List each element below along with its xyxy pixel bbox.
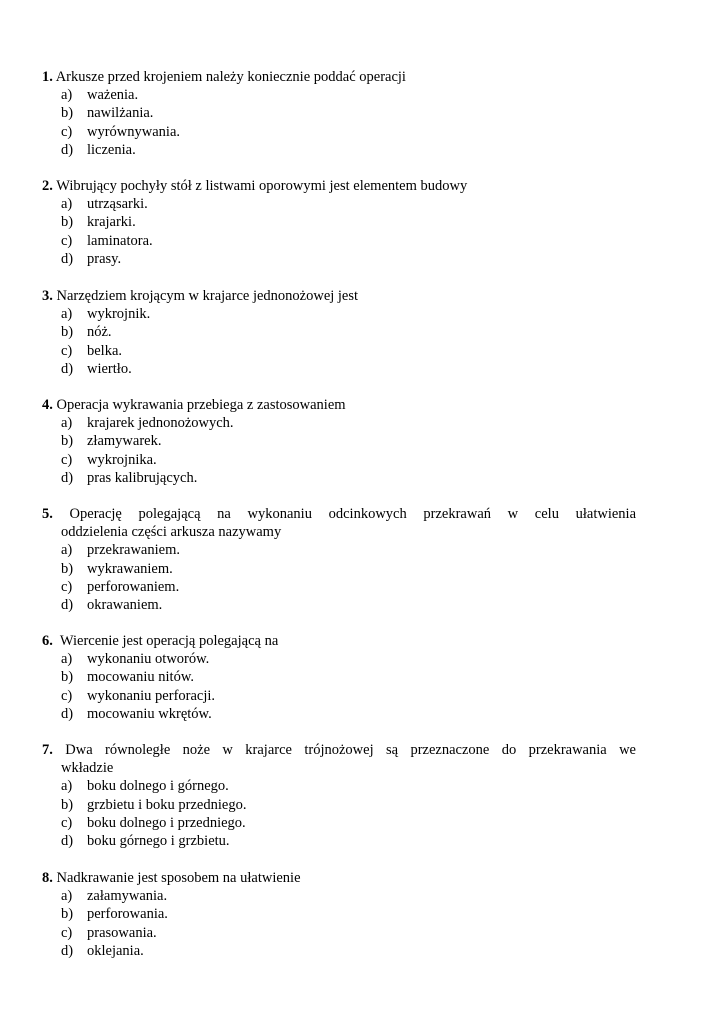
option-letter: b) [61, 669, 74, 686]
question-number: 5. [42, 506, 53, 522]
option-text: wyrównywania. [87, 123, 181, 140]
option-letter: d) [61, 141, 74, 158]
option-text: krajarki. [87, 214, 136, 231]
option-text: prasy. [87, 250, 122, 267]
option-letter: d) [61, 360, 74, 377]
option-text: złamywarek. [87, 433, 162, 450]
answer-option-d [42, 942, 636, 960]
question-text: Operację polegającą na wykonaniu odcinkowych przekrawań w celu ułatwienia [69, 506, 637, 522]
option-text: oklejania. [87, 942, 144, 959]
option-letter: c) [61, 578, 73, 595]
option-letter: d) [61, 833, 74, 850]
option-letter: a) [61, 778, 73, 795]
question-1 [42, 68, 636, 159]
option-text: wykonaniu otworów. [87, 651, 210, 668]
option-letter: c) [61, 232, 73, 249]
option-text: boku dolnego i górnego. [87, 778, 229, 795]
question-stem [42, 177, 636, 195]
option-letter: b) [61, 796, 74, 813]
option-letter: a) [61, 542, 73, 559]
option-letter: b) [61, 105, 74, 122]
option-text: nawilżania. [87, 105, 154, 122]
option-text: utrząsarki. [87, 196, 148, 213]
option-text: ważenia. [87, 87, 139, 104]
question-stem [42, 741, 636, 759]
question-stem [42, 869, 636, 887]
option-text: mocowaniu nitów. [87, 669, 194, 686]
answer-option-a [42, 86, 636, 104]
answer-option-a [42, 541, 636, 559]
question-5 [42, 505, 636, 614]
answer-option-b [42, 213, 636, 231]
question-number: 3. [42, 288, 53, 304]
answer-option-c [42, 814, 636, 832]
question-text: Narzędziem krojącym w krajarce jednonożowej jest [56, 288, 359, 304]
answer-option-d [42, 141, 636, 159]
question-text: Arkusze przed krojeniem należy koniecznie poddać operacji [55, 69, 406, 85]
option-text: załamywania. [87, 888, 168, 905]
option-text: boku górnego i grzbietu. [87, 833, 230, 850]
question-stem-continuation: wkładzie [61, 760, 114, 777]
question-text: Dwa równoległe noże w krajarce trójnożowej są przeznaczone do przekrawania we [65, 742, 636, 758]
answer-option-a [42, 650, 636, 668]
answer-option-c [42, 578, 636, 596]
question-8 [42, 869, 636, 960]
option-letter: c) [61, 924, 73, 941]
option-text: wykrojnik. [87, 306, 151, 323]
question-number: 4. [42, 397, 53, 413]
option-text: nóż. [87, 324, 112, 341]
question-stem [42, 68, 636, 86]
answer-option-d [42, 596, 636, 614]
option-text: boku dolnego i przedniego. [87, 814, 246, 831]
answer-option-d [42, 360, 636, 378]
option-letter: c) [61, 342, 73, 359]
option-letter: c) [61, 451, 73, 468]
option-letter: c) [61, 123, 73, 140]
answer-option-b [42, 560, 636, 578]
option-letter: d) [61, 469, 74, 486]
option-text: grzbietu i boku przedniego. [87, 796, 247, 813]
option-text: mocowaniu wkrętów. [87, 705, 212, 722]
question-3 [42, 287, 636, 378]
answer-option-b [42, 104, 636, 122]
question-number: 6. [42, 633, 53, 649]
answer-option-c [42, 451, 636, 469]
question-2 [42, 177, 636, 268]
answer-option-c [42, 924, 636, 942]
option-text: wykrawaniem. [87, 560, 173, 577]
option-text: wykrojnika. [87, 451, 157, 468]
option-letter: a) [61, 888, 73, 905]
answer-option-d [42, 250, 636, 268]
question-stem [42, 632, 636, 650]
option-text: okrawaniem. [87, 597, 163, 614]
option-text: krajarek jednonożowych. [87, 415, 234, 432]
answer-option-b [42, 668, 636, 686]
question-text: Wiercenie jest operacją polegającą na [59, 633, 279, 649]
answer-option-a [42, 414, 636, 432]
question-number: 7. [42, 742, 53, 758]
answer-option-c [42, 232, 636, 250]
option-letter: a) [61, 87, 73, 104]
option-text: laminatora. [87, 232, 153, 249]
option-text: wiertło. [87, 360, 132, 377]
answer-option-a [42, 305, 636, 323]
question-text: Operacja wykrawania przebiega z zastosowaniem [56, 397, 346, 413]
question-6 [42, 632, 636, 723]
option-text: pras kalibrujących. [87, 469, 198, 486]
question-4 [42, 396, 636, 487]
option-letter: b) [61, 906, 74, 923]
question-text: Wibrujący pochyły stół z listwami oporowymi jest elementem budowy [56, 178, 468, 194]
answer-option-b [42, 432, 636, 450]
question-stem [42, 396, 636, 414]
answer-option-b [42, 905, 636, 923]
question-stem-continuation: oddzielenia części arkusza nazywamy [61, 524, 282, 541]
answer-option-c [42, 687, 636, 705]
question-number: 8. [42, 870, 53, 886]
question-number: 2. [42, 178, 53, 194]
question-7 [42, 741, 636, 850]
answer-option-c [42, 123, 636, 141]
answer-option-b [42, 323, 636, 341]
option-text: perforowania. [87, 906, 168, 923]
option-letter: a) [61, 196, 73, 213]
option-text: wykonaniu perforacji. [87, 687, 216, 704]
option-letter: d) [61, 705, 74, 722]
option-text: perforowaniem. [87, 578, 180, 595]
answer-option-a [42, 887, 636, 905]
answer-option-d [42, 832, 636, 850]
option-letter: d) [61, 942, 74, 959]
option-letter: c) [61, 687, 73, 704]
question-text: Nadkrawanie jest sposobem na ułatwienie [56, 870, 301, 886]
answer-option-c [42, 342, 636, 360]
option-text: przekrawaniem. [87, 542, 180, 559]
option-letter: d) [61, 250, 74, 267]
option-letter: a) [61, 415, 73, 432]
option-letter: c) [61, 814, 73, 831]
option-text: prasowania. [87, 924, 157, 941]
option-letter: b) [61, 433, 74, 450]
option-text: liczenia. [87, 141, 136, 158]
answer-option-d [42, 469, 636, 487]
answer-option-a [42, 195, 636, 213]
option-text: belka. [87, 342, 123, 359]
option-letter: a) [61, 306, 73, 323]
question-stem [42, 505, 636, 523]
answer-option-d [42, 705, 636, 723]
option-letter: b) [61, 214, 74, 231]
option-letter: b) [61, 560, 74, 577]
question-number: 1. [42, 69, 53, 85]
answer-option-b [42, 796, 636, 814]
option-letter: b) [61, 324, 74, 341]
option-letter: a) [61, 651, 73, 668]
answer-option-a [42, 777, 636, 795]
question-stem [42, 287, 636, 305]
option-letter: d) [61, 597, 74, 614]
